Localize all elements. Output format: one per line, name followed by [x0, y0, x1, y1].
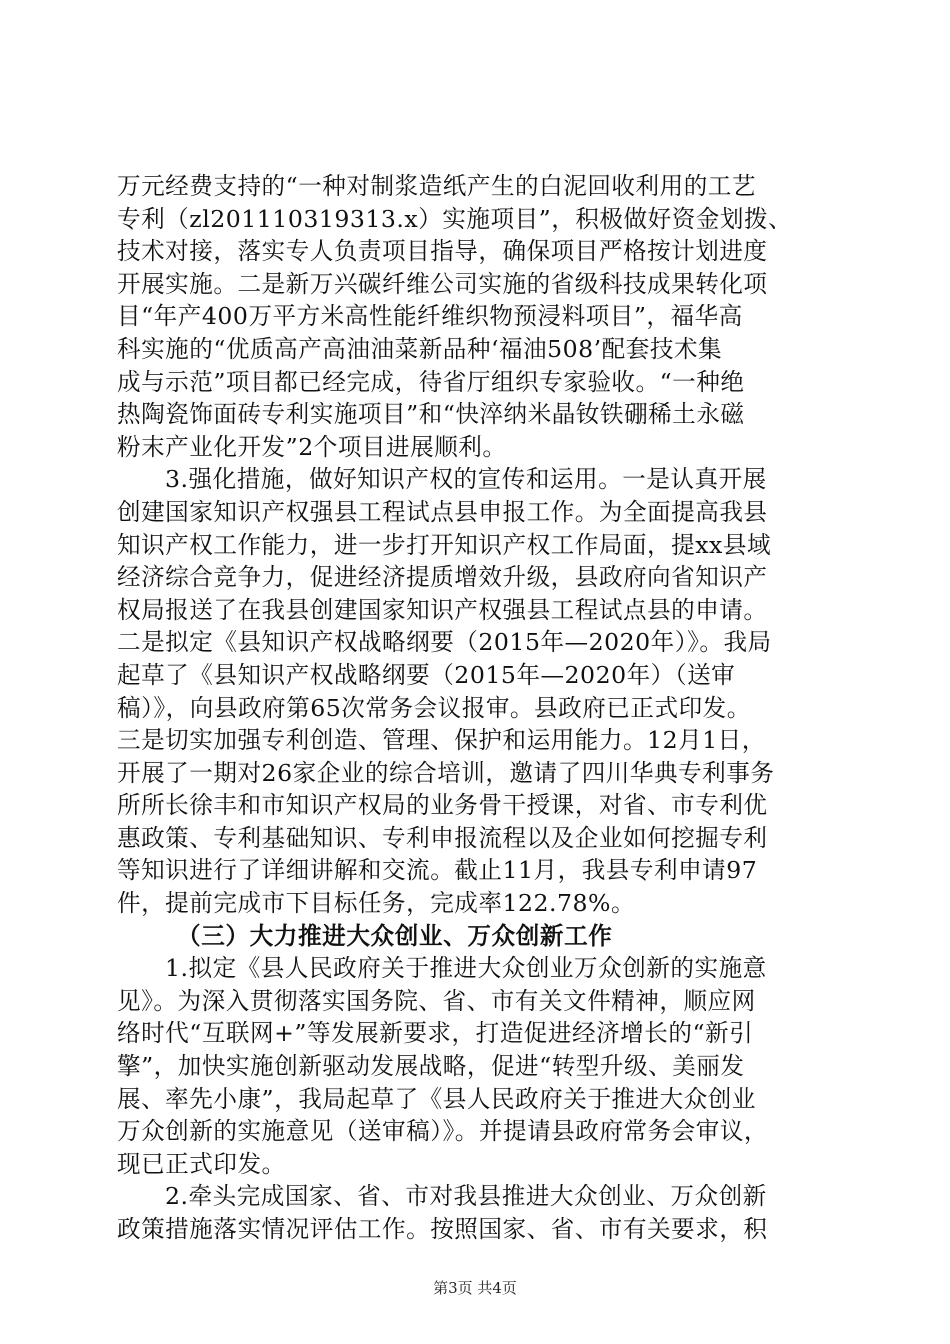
- body-line: 络时代“互联网+”等发展新要求，打造促进经济增长的“新引: [117, 1019, 754, 1048]
- document-body: [117, 170, 837, 1246]
- body-line: 热陶瓷饰面砖专利实施项目”和“快淬纳米晶钕铁硼稀土永磁: [117, 400, 745, 429]
- body-line: 二是拟定《县知识产权战略纲要（2015年—2020年）》。我局: [117, 628, 772, 657]
- body-line: 科实施的“优质高产高油油菜新品种‘福油508’配套技术集: [117, 334, 723, 363]
- body-line: 开展了一期对26家企业的综合培训，邀请了四川华典专利事务: [117, 758, 775, 787]
- body-line: 现已正式印发。: [117, 1149, 286, 1178]
- body-line: 万众创新的实施意见（送审稿）》。并提请县政府常务会审议，: [117, 1117, 769, 1146]
- body-line: 见》。为深入贯彻落实国务院、省、市有关文件精神，顺应网: [117, 986, 756, 1015]
- section-heading: （三）大力推进大众创业、万众创新工作: [177, 921, 613, 950]
- body-line: 展、率先小康”，我局起草了《县人民政府关于推进大众创业: [117, 1084, 756, 1113]
- body-line: 起草了《县知识产权战略纲要（2015年—2020年）（送审: [117, 660, 736, 689]
- body-line: 稿）》，向县政府第65次常务会议报审。县政府已正式印发。: [117, 693, 751, 722]
- body-line: 开展实施。二是新万兴碳纤维公司实施的省级科技成果转化项: [117, 269, 768, 298]
- paragraph-start-line: 2.牵头完成国家、省、市对我县推进大众创业、万众创新: [165, 1182, 767, 1211]
- body-line: 创建国家知识产权强县工程试点县申报工作。为全面提高我县: [117, 497, 768, 526]
- body-line: 惠政策、专利基础知识、专利申报流程以及企业如何挖掘专利: [117, 823, 768, 852]
- body-line: 等知识进行了详细讲解和交流。截止11月，我县专利申请97: [117, 856, 758, 885]
- paragraph-start-line: 3.强化措施，做好知识产权的宣传和运用。一是认真开展: [165, 465, 767, 494]
- body-line: 技术对接，落实专人负责项目指导，确保项目严格按计划进度: [117, 237, 768, 266]
- body-line: 成与示范”项目都已经完成，待省厅组织专家验收。“一种绝: [117, 367, 745, 396]
- body-line: 权局报送了在我县创建国家知识产权强县工程试点县的申请。: [117, 595, 768, 624]
- body-line: 知识产权工作能力，进一步打开知识产权工作局面，提xx县域: [117, 530, 772, 559]
- body-line: 万元经费支持的“一种对制浆造纸产生的白泥回收利用的工艺: [117, 172, 756, 200]
- body-line: 经济综合竞争力，促进经济提质增效升级，县政府向省知识产: [117, 563, 768, 592]
- paragraph-start-line: 1.拟定《县人民政府关于推进大众创业万众创新的实施意: [165, 954, 767, 983]
- body-line: 所所长徐丰和市知识产权局的业务骨干授课，对省、市专利优: [117, 791, 768, 820]
- body-line: 目“年产400万平方米高性能纤维织物预浸料项目”，福华高: [117, 302, 743, 331]
- body-line: 政策措施落实情况评估工作。按照国家、省、市有关要求，积: [117, 1215, 768, 1243]
- body-line: 粉末产业化开发”2个项目进展顺利。: [117, 432, 507, 461]
- body-line: 三是切实加强专利创造、管理、保护和运用能力。12月1日，: [117, 726, 766, 755]
- body-line: 擎”，加快实施创新驱动发展战略，促进“转型升级、美丽发: [117, 1052, 745, 1081]
- body-line: 件，提前完成市下目标任务，完成率122.78%。: [117, 889, 636, 918]
- body-line: 专利（zl201110319313.x）实施项目”，积极做好资金划拨、: [117, 204, 793, 233]
- page-number-footer: 第3页 共4页: [433, 1279, 517, 1297]
